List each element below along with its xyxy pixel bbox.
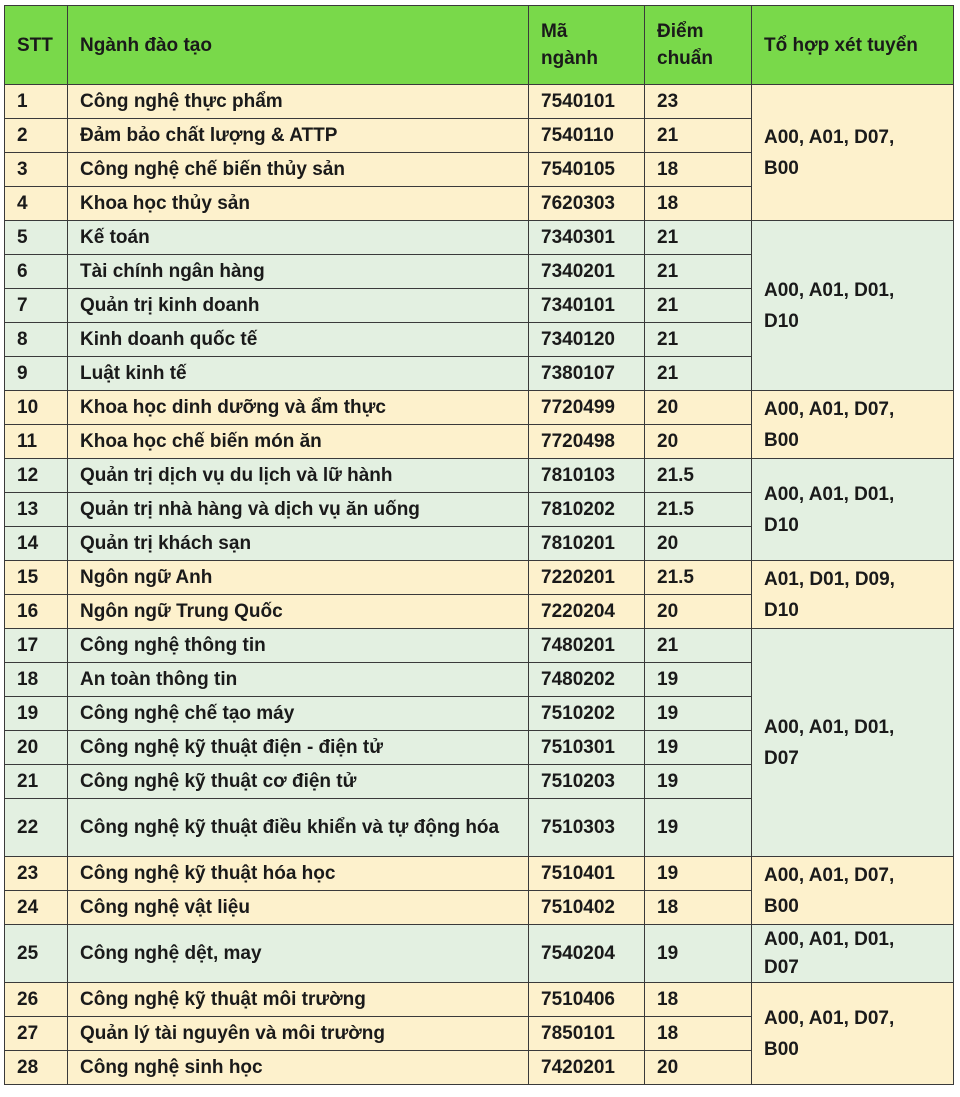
cell-combo [752, 925, 954, 983]
cell-score: 20 [645, 425, 752, 459]
cell-combo [752, 857, 954, 925]
header-score-line1: Điểm [657, 21, 704, 42]
cell-major: Công nghệ chế tạo máy [68, 697, 529, 731]
cell-score: 19 [645, 857, 752, 891]
cell-combo [752, 221, 954, 391]
combo-line2: D10 [764, 599, 799, 621]
cell-score: 18 [645, 187, 752, 221]
cell-score: 21.5 [645, 459, 752, 493]
cell-stt: 21 [5, 765, 68, 799]
cell-stt: 27 [5, 1017, 68, 1051]
table-row [5, 221, 954, 255]
combo-line1: A00, A01, D01, [764, 483, 895, 505]
cell-score: 23 [645, 85, 752, 119]
cell-stt: 5 [5, 221, 68, 255]
cell-major: An toàn thông tin [68, 663, 529, 697]
combo-line2: D10 [764, 310, 799, 332]
cell-code: 7380107 [529, 357, 645, 391]
cell-code: 7540110 [529, 119, 645, 153]
table-row [5, 857, 954, 891]
combo-line1: A00, A01, D01, [764, 716, 895, 738]
cell-score: 21 [645, 629, 752, 663]
table-row [5, 983, 954, 1017]
cell-major: Quản trị khách sạn [68, 527, 529, 561]
cell-major: Công nghệ thông tin [68, 629, 529, 663]
cell-score: 19 [645, 799, 752, 857]
cell-code: 7340120 [529, 323, 645, 357]
cell-stt: 10 [5, 391, 68, 425]
cell-major: Kế toán [68, 221, 529, 255]
cell-stt: 26 [5, 983, 68, 1017]
cell-major: Khoa học chế biến món ăn [68, 425, 529, 459]
cell-code: 7720498 [529, 425, 645, 459]
header-row [5, 6, 954, 85]
combo-line1: A00, A01, D01, [764, 928, 895, 950]
table-row [5, 629, 954, 663]
cell-code: 7510203 [529, 765, 645, 799]
cell-stt: 11 [5, 425, 68, 459]
cell-stt: 16 [5, 595, 68, 629]
cell-stt: 25 [5, 925, 68, 983]
cell-major: Công nghệ dệt, may [68, 925, 529, 983]
header-score-line2: chuẩn [657, 48, 713, 69]
cell-combo [752, 391, 954, 459]
combo-line1: A01, D01, D09, [764, 568, 895, 590]
cell-major: Ngôn ngữ Anh [68, 561, 529, 595]
cell-major: Tài chính ngân hàng [68, 255, 529, 289]
cell-code: 7420201 [529, 1051, 645, 1085]
combo-line2: B00 [764, 429, 799, 451]
cell-code: 7220204 [529, 595, 645, 629]
cell-score: 21.5 [645, 561, 752, 595]
combo-line2: B00 [764, 157, 799, 179]
cell-major: Công nghệ chế biến thủy sản [68, 153, 529, 187]
cell-stt: 15 [5, 561, 68, 595]
cell-major: Đảm bảo chất lượng & ATTP [68, 119, 529, 153]
cell-stt: 20 [5, 731, 68, 765]
header-code-line1: Mã [541, 21, 568, 42]
cell-score: 19 [645, 925, 752, 983]
cell-stt: 1 [5, 85, 68, 119]
cell-code: 7620303 [529, 187, 645, 221]
cell-stt: 8 [5, 323, 68, 357]
cell-code: 7340201 [529, 255, 645, 289]
cell-stt: 4 [5, 187, 68, 221]
cell-score: 21.5 [645, 493, 752, 527]
cell-score: 18 [645, 153, 752, 187]
cell-score: 21 [645, 119, 752, 153]
cell-score: 21 [645, 357, 752, 391]
cell-score: 19 [645, 663, 752, 697]
cell-major: Quản lý tài nguyên và môi trường [68, 1017, 529, 1051]
cell-code: 7810201 [529, 527, 645, 561]
cell-stt: 24 [5, 891, 68, 925]
cell-score: 19 [645, 697, 752, 731]
cell-code: 7540101 [529, 85, 645, 119]
cell-score: 20 [645, 1051, 752, 1085]
header-combo: Tổ hợp xét tuyển [752, 6, 954, 85]
combo-line2: B00 [764, 1038, 799, 1060]
cell-major: Kinh doanh quốc tế [68, 323, 529, 357]
cell-score: 18 [645, 1017, 752, 1051]
cell-major: Quản trị nhà hàng và dịch vụ ăn uống [68, 493, 529, 527]
cell-stt: 9 [5, 357, 68, 391]
cell-score: 19 [645, 765, 752, 799]
cell-score: 18 [645, 983, 752, 1017]
cell-major: Quản trị kinh doanh [68, 289, 529, 323]
table-row [5, 85, 954, 119]
cell-stt: 6 [5, 255, 68, 289]
cell-major: Công nghệ thực phẩm [68, 85, 529, 119]
table-row [5, 459, 954, 493]
combo-line2: B00 [764, 895, 799, 917]
cell-major: Luật kinh tế [68, 357, 529, 391]
cell-score: 20 [645, 527, 752, 561]
cell-major: Khoa học thủy sản [68, 187, 529, 221]
cell-stt: 22 [5, 799, 68, 857]
cell-code: 7810103 [529, 459, 645, 493]
cell-score: 21 [645, 221, 752, 255]
cell-code: 7340101 [529, 289, 645, 323]
cell-score: 20 [645, 391, 752, 425]
cell-code: 7810202 [529, 493, 645, 527]
cell-code: 7850101 [529, 1017, 645, 1051]
cell-major: Công nghệ vật liệu [68, 891, 529, 925]
header-major: Ngành đào tạo [68, 6, 529, 85]
combo-line1: A00, A01, D07, [764, 126, 895, 148]
cell-major: Công nghệ kỹ thuật điều khiển và tự động hóa [68, 799, 529, 857]
cell-code: 7510401 [529, 857, 645, 891]
cell-code: 7720499 [529, 391, 645, 425]
header-stt: STT [5, 6, 68, 85]
cell-stt: 13 [5, 493, 68, 527]
cell-score: 18 [645, 891, 752, 925]
combo-line2: D07 [764, 956, 799, 978]
table-row [5, 391, 954, 425]
cell-code: 7220201 [529, 561, 645, 595]
header-code [529, 6, 645, 85]
cell-code: 7510303 [529, 799, 645, 857]
admission-scores-table [4, 5, 954, 1085]
cell-code: 7510406 [529, 983, 645, 1017]
cell-stt: 28 [5, 1051, 68, 1085]
table-row [5, 561, 954, 595]
cell-combo [752, 85, 954, 221]
cell-score: 21 [645, 255, 752, 289]
cell-major: Quản trị dịch vụ du lịch và lữ hành [68, 459, 529, 493]
cell-stt: 7 [5, 289, 68, 323]
combo-line1: A00, A01, D07, [764, 398, 895, 420]
cell-code: 7480201 [529, 629, 645, 663]
cell-score: 20 [645, 595, 752, 629]
cell-major: Công nghệ sinh học [68, 1051, 529, 1085]
cell-combo [752, 983, 954, 1085]
cell-stt: 17 [5, 629, 68, 663]
cell-stt: 14 [5, 527, 68, 561]
cell-stt: 12 [5, 459, 68, 493]
cell-code: 7540105 [529, 153, 645, 187]
combo-line2: D07 [764, 747, 799, 769]
cell-stt: 23 [5, 857, 68, 891]
header-score [645, 6, 752, 85]
cell-score: 21 [645, 289, 752, 323]
header-code-line2: ngành [541, 48, 598, 69]
table-row [5, 925, 954, 983]
cell-score: 21 [645, 323, 752, 357]
cell-code: 7510301 [529, 731, 645, 765]
cell-major: Khoa học dinh dưỡng và ẩm thực [68, 391, 529, 425]
cell-combo [752, 561, 954, 629]
cell-code: 7540204 [529, 925, 645, 983]
cell-stt: 3 [5, 153, 68, 187]
combo-line2: D10 [764, 514, 799, 536]
cell-major: Công nghệ kỹ thuật điện - điện tử [68, 731, 529, 765]
cell-stt: 18 [5, 663, 68, 697]
cell-score: 19 [645, 731, 752, 765]
cell-major: Công nghệ kỹ thuật môi trường [68, 983, 529, 1017]
combo-line1: A00, A01, D07, [764, 1007, 895, 1029]
cell-major: Công nghệ kỹ thuật cơ điện tử [68, 765, 529, 799]
cell-stt: 19 [5, 697, 68, 731]
cell-major: Ngôn ngữ Trung Quốc [68, 595, 529, 629]
cell-code: 7510402 [529, 891, 645, 925]
cell-code: 7340301 [529, 221, 645, 255]
cell-major: Công nghệ kỹ thuật hóa học [68, 857, 529, 891]
cell-code: 7510202 [529, 697, 645, 731]
combo-line1: A00, A01, D01, [764, 279, 895, 301]
cell-combo [752, 629, 954, 857]
cell-combo [752, 459, 954, 561]
cell-code: 7480202 [529, 663, 645, 697]
combo-line1: A00, A01, D07, [764, 864, 895, 886]
cell-stt: 2 [5, 119, 68, 153]
